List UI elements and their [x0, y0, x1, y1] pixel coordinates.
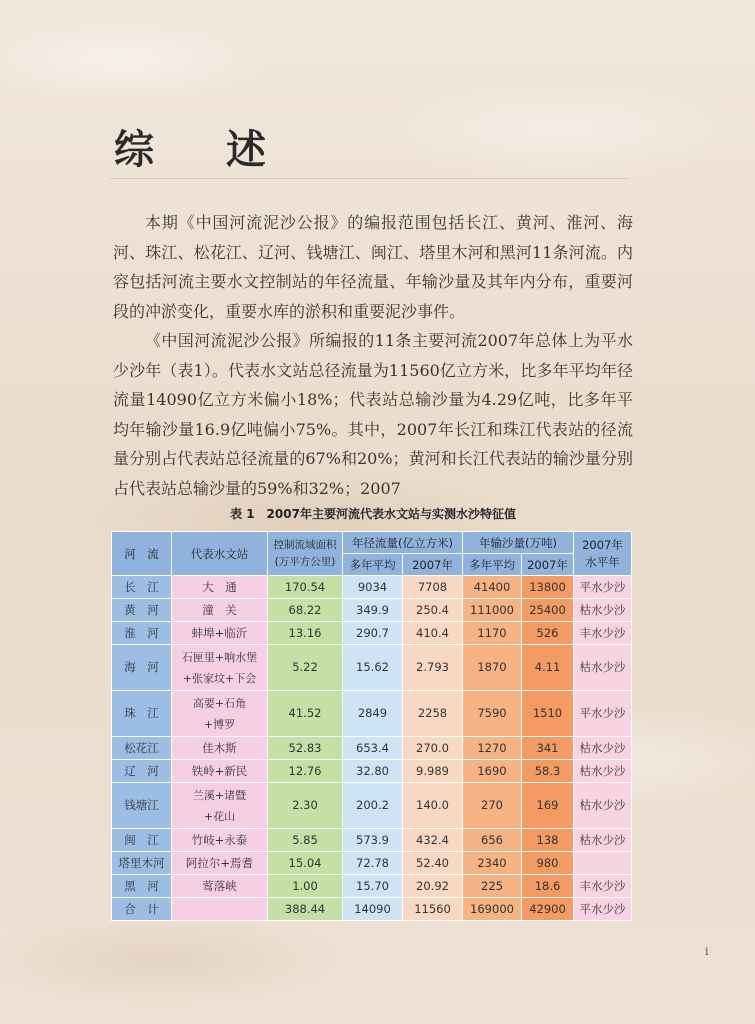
header-level-bottom: 水平年: [585, 554, 620, 569]
area-cell: 52.83: [268, 737, 343, 760]
river-cell: 黑 河: [112, 875, 172, 898]
level-cell: 枯水少沙: [574, 599, 632, 622]
sediment-2007-cell: 25400: [522, 599, 574, 622]
runoff-avg-cell: 14090: [343, 898, 403, 921]
table-row: [112, 898, 632, 921]
level-cell: 枯水少沙: [574, 737, 632, 760]
table-row: [112, 783, 632, 829]
area-cell: 15.04: [268, 852, 343, 875]
header-sediment-avg: 多年平均: [463, 554, 522, 576]
level-cell: 枯水少沙: [574, 760, 632, 783]
runoff-avg-cell: 200.2: [343, 783, 403, 829]
sediment-2007-cell: 169: [522, 783, 574, 829]
table-caption: 表 1 2007年主要河流代表水文站与实测水沙特征值: [230, 507, 516, 521]
level-cell: 平水少沙: [574, 898, 632, 921]
river-cell: 辽 河: [112, 760, 172, 783]
runoff-avg-cell: 9034: [343, 576, 403, 599]
river-cell: 钱塘江: [112, 783, 172, 829]
section-title: [114, 118, 268, 175]
title-char-1: 综: [114, 126, 156, 173]
sediment-2007-cell: 13800: [522, 576, 574, 599]
area-cell: 2.30: [268, 783, 343, 829]
sediment-2007-cell: 980: [522, 852, 574, 875]
sediment-avg-cell: 7590: [463, 691, 522, 737]
station-cell: [172, 898, 268, 921]
runoff-2007-cell: 2258: [403, 691, 463, 737]
level-cell: 平水少沙: [574, 691, 632, 737]
river-cell: 塔里木河: [112, 852, 172, 875]
header-area-unit: (万平方公里): [274, 555, 336, 568]
area-cell: 13.16: [268, 622, 343, 645]
header-river: 河 流: [112, 532, 172, 576]
river-cell: 合 计: [112, 898, 172, 921]
table-row: [112, 599, 632, 622]
table-row: [112, 645, 632, 691]
level-cell: [574, 852, 632, 875]
river-cell: 黄 河: [112, 599, 172, 622]
header-runoff-avg: 多年平均: [343, 554, 403, 576]
area-cell: 41.52: [268, 691, 343, 737]
sediment-avg-cell: 41400: [463, 576, 522, 599]
level-cell: 平水少沙: [574, 576, 632, 599]
runoff-2007-cell: 7708: [403, 576, 463, 599]
sediment-avg-cell: 111000: [463, 599, 522, 622]
river-cell: 松花江: [112, 737, 172, 760]
runoff-2007-cell: 432.4: [403, 829, 463, 852]
station-cell: 石匣里+响水堡 +张家坟+下会: [172, 645, 268, 691]
level-cell: 枯水少沙: [574, 645, 632, 691]
data-table: [111, 531, 632, 921]
runoff-avg-cell: 573.9: [343, 829, 403, 852]
header-station: 代表水文站: [172, 532, 268, 576]
station-cell: 蚌埠+临沂: [172, 622, 268, 645]
level-cell: 枯水少沙: [574, 829, 632, 852]
sediment-avg-cell: 1170: [463, 622, 522, 645]
header-level: [574, 532, 632, 576]
sediment-avg-cell: 1690: [463, 760, 522, 783]
station-cell: 阿拉尔+焉耆: [172, 852, 268, 875]
sediment-avg-cell: 225: [463, 875, 522, 898]
sediment-2007-cell: 526: [522, 622, 574, 645]
sediment-2007-cell: 1510: [522, 691, 574, 737]
runoff-avg-cell: 72.78: [343, 852, 403, 875]
header-area-label: 控制流域面积: [273, 538, 337, 551]
paragraph-2: 《中国河流泥沙公报》所编报的11条主要河流2007年总体上为平水少沙年（表1）。代表水文站总径流量为11560亿立方米，比多年平均年径流量14090亿立方米偏小18%；代表站总输沙量为4.29亿吨，比多年平均年输沙量16.9亿吨偏小75%。其中，2007年长江和珠江代表站的径流量分别占代表站总径流量的67%和20%；黄河和长江代表站的输沙量分别占代表站总输沙量的59%和32%；2007: [113, 331, 633, 498]
table-row: [112, 737, 632, 760]
header-level-top: 2007年: [582, 537, 623, 552]
sediment-avg-cell: 1870: [463, 645, 522, 691]
sediment-2007-cell: 18.6: [522, 875, 574, 898]
sediment-2007-cell: 138: [522, 829, 574, 852]
header-runoff-2007: 2007年: [403, 554, 463, 576]
runoff-avg-cell: 2849: [343, 691, 403, 737]
area-cell: 5.22: [268, 645, 343, 691]
runoff-2007-cell: 140.0: [403, 783, 463, 829]
area-cell: 1.00: [268, 875, 343, 898]
sediment-avg-cell: 169000: [463, 898, 522, 921]
station-cell: 潼 关: [172, 599, 268, 622]
sediment-avg-cell: 270: [463, 783, 522, 829]
runoff-2007-cell: 410.4: [403, 622, 463, 645]
station-cell: 兰溪+诸暨 +花山: [172, 783, 268, 829]
page-number: i: [705, 945, 709, 958]
runoff-2007-cell: 2.793: [403, 645, 463, 691]
runoff-avg-cell: 15.62: [343, 645, 403, 691]
runoff-avg-cell: 32.80: [343, 760, 403, 783]
table-row: [112, 576, 632, 599]
river-cell: 珠 江: [112, 691, 172, 737]
sediment-avg-cell: 1270: [463, 737, 522, 760]
runoff-avg-cell: 349.9: [343, 599, 403, 622]
header-sediment: 年输沙量(万吨): [463, 532, 574, 554]
body-text: [113, 208, 633, 503]
runoff-avg-cell: 15.70: [343, 875, 403, 898]
station-cell: 佳木斯: [172, 737, 268, 760]
area-cell: 68.22: [268, 599, 343, 622]
area-cell: 12.76: [268, 760, 343, 783]
table-row: [112, 691, 632, 737]
runoff-2007-cell: 20.92: [403, 875, 463, 898]
river-cell: 海 河: [112, 645, 172, 691]
area-cell: 388.44: [268, 898, 343, 921]
station-cell: 竹岐+永泰: [172, 829, 268, 852]
header-runoff: 年径流量(亿立方米): [343, 532, 463, 554]
area-cell: 5.85: [268, 829, 343, 852]
table-row: [112, 875, 632, 898]
level-cell: 枯水少沙: [574, 783, 632, 829]
river-cell: 淮 河: [112, 622, 172, 645]
area-cell: 170.54: [268, 576, 343, 599]
table-body: [112, 576, 632, 921]
sediment-avg-cell: 656: [463, 829, 522, 852]
runoff-2007-cell: 9.989: [403, 760, 463, 783]
runoff-avg-cell: 653.4: [343, 737, 403, 760]
station-cell: 铁岭+新民: [172, 760, 268, 783]
level-cell: 丰水少沙: [574, 875, 632, 898]
title-char-2: 述: [226, 126, 268, 173]
sediment-avg-cell: 2340: [463, 852, 522, 875]
paragraph-1: 本期《中国河流泥沙公报》的编报范围包括长江、黄河、淮河、海河、珠江、松花江、辽河、钱塘江、闽江、塔里木河和黑河11条河流。内容包括河流主要水文控制站的年径流量、年输沙量及其年内分布，重要河段的冲淤变化，重要水库的淤积和重要泥沙事件。: [113, 213, 633, 321]
table-row: [112, 622, 632, 645]
sediment-2007-cell: 42900: [522, 898, 574, 921]
header-sediment-2007: 2007年: [522, 554, 574, 576]
table-row: [112, 829, 632, 852]
title-divider: [110, 178, 630, 179]
sediment-2007-cell: 341: [522, 737, 574, 760]
river-cell: 闽 江: [112, 829, 172, 852]
station-cell: 大 通: [172, 576, 268, 599]
station-cell: 高要+石角 +博罗: [172, 691, 268, 737]
level-cell: 丰水少沙: [574, 622, 632, 645]
header-area: [268, 532, 343, 576]
river-cell: 长 江: [112, 576, 172, 599]
runoff-2007-cell: 11560: [403, 898, 463, 921]
table-row: [112, 760, 632, 783]
runoff-2007-cell: 52.40: [403, 852, 463, 875]
runoff-avg-cell: 290.7: [343, 622, 403, 645]
sediment-2007-cell: 4.11: [522, 645, 574, 691]
station-cell: 莺落峡: [172, 875, 268, 898]
runoff-2007-cell: 270.0: [403, 737, 463, 760]
sediment-2007-cell: 58.3: [522, 760, 574, 783]
runoff-2007-cell: 250.4: [403, 599, 463, 622]
table-row: [112, 852, 632, 875]
